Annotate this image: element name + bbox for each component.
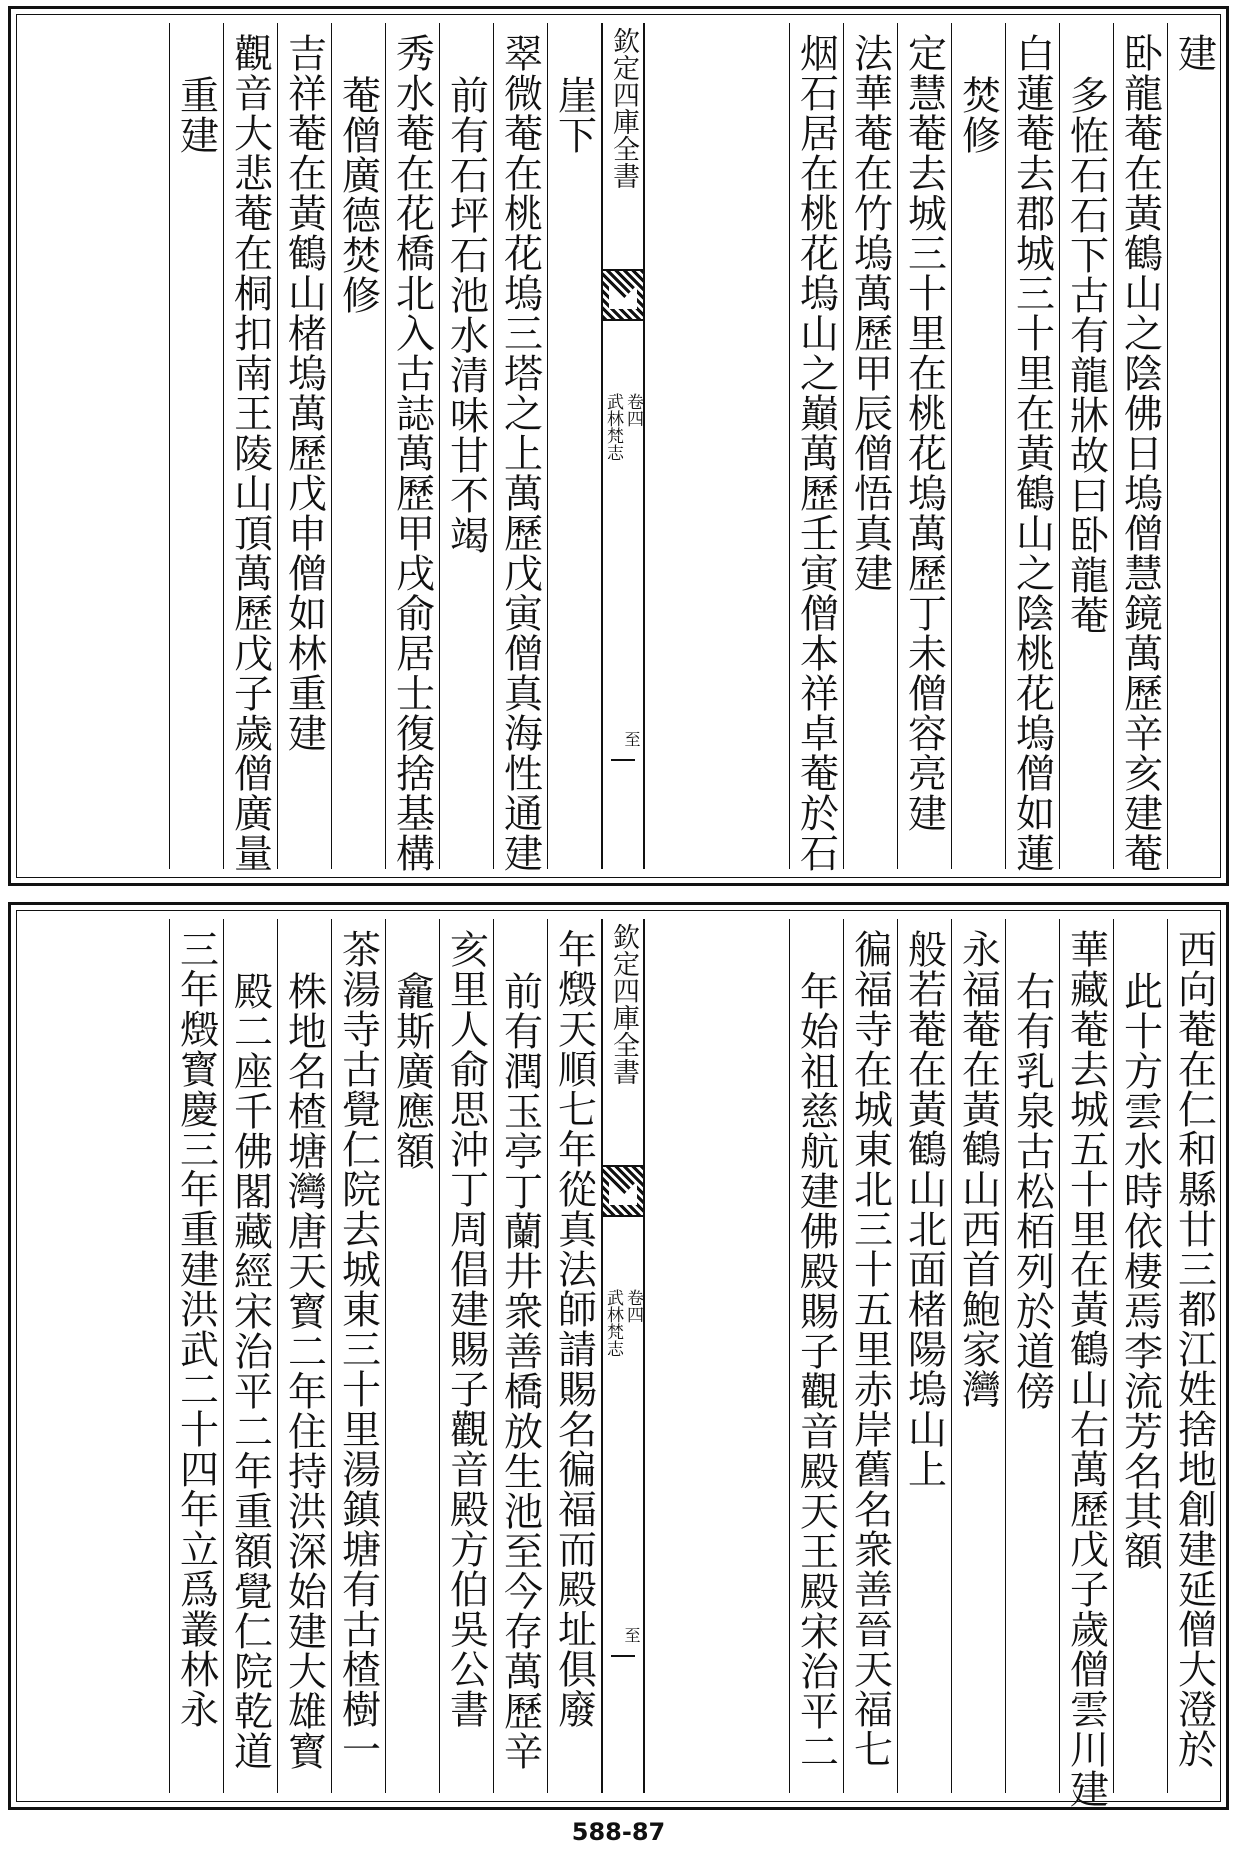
- text-column: [439, 919, 491, 1793]
- text-column: [843, 23, 895, 869]
- column-text: 年燬天順七年從真法師請賜名徧福而殿址俱廢: [551, 929, 597, 1729]
- text-column: [223, 919, 275, 1793]
- column-text: 焚修: [955, 75, 1001, 155]
- column-text: 此十方雲水時依棲焉李流芳名其額: [1117, 971, 1163, 1571]
- text-column: [547, 919, 599, 1793]
- text-column: [277, 23, 329, 869]
- column-text: 建: [1171, 33, 1217, 73]
- column-text: 永福菴在黃鶴山西首鮑家灣: [955, 929, 1001, 1409]
- text-column: [385, 23, 437, 873]
- column-text: 卧龍菴在黃鶴山之陰佛日塢僧慧鏡萬歷辛亥建菴: [1117, 33, 1163, 873]
- text-column: [789, 23, 841, 873]
- text-column: [493, 919, 545, 1793]
- fish-tail-ornament: [603, 1165, 643, 1217]
- column-text: 菴僧廣德焚修: [335, 75, 381, 315]
- text-column: [789, 919, 841, 1793]
- center-gutter: [601, 919, 645, 1793]
- column-text: 多恠石石下古有龍牀故曰卧龍菴: [1063, 75, 1109, 635]
- text-column: [1059, 23, 1111, 869]
- volume-label: [603, 1289, 643, 1357]
- text-column: [547, 23, 599, 869]
- text-column: [1005, 919, 1057, 1793]
- bottom-page: [8, 902, 1229, 1810]
- folio-rule: [611, 759, 635, 761]
- series-title: 欽定四庫全書: [608, 923, 639, 1085]
- fish-tail-ornament: [603, 269, 643, 321]
- column-text: 前有石坪石池水清味甘不竭: [443, 75, 489, 555]
- column-text: 翠微菴在桃花塢三塔之上萬歷戊寅僧真海性通建: [497, 33, 543, 873]
- text-column: [1167, 23, 1219, 869]
- text-column: [331, 919, 383, 1793]
- column-text: 前有潤玉亭丁蘭井衆善橋放生池至今存萬歷辛: [497, 971, 543, 1771]
- text-column: [169, 23, 221, 869]
- column-text: 右有乳泉古松栢列於道傍: [1009, 971, 1055, 1411]
- text-column: [169, 919, 221, 1793]
- text-column: [223, 23, 275, 873]
- folio-rule: [611, 1655, 635, 1657]
- text-column: [897, 919, 949, 1793]
- column-text: 秀水菴在花橋北入古誌萬歷甲戌俞居士復捨基構: [389, 33, 435, 873]
- column-text: 年始祖慈航建佛殿賜子觀音殿天王殿宋治平二: [793, 971, 839, 1771]
- folio-number: 至: [622, 1627, 641, 1643]
- column-text: 觀音大悲菴在桐扣南王陵山頂萬歷戊子歲僧廣量: [227, 33, 273, 873]
- column-text: 華藏菴去城五十里在黃鶴山右萬歷戊子歲僧雲川建: [1063, 929, 1109, 1809]
- column-text: 般若菴在黃鶴山北面楮陽塢山上: [901, 929, 947, 1489]
- volume-label-line: 卷四: [623, 1289, 643, 1323]
- column-text: 西向菴在仁和縣廿三都江姓捨地創建延僧大澄於: [1171, 929, 1217, 1769]
- top-page: [8, 6, 1229, 886]
- text-column: [1113, 23, 1165, 873]
- text-column: [277, 919, 329, 1793]
- text-column: [951, 919, 1003, 1793]
- text-column: [1113, 919, 1165, 1793]
- column-text: 白蓮菴去郡城三十里在黃鶴山之陰桃花塢僧如蓮: [1009, 33, 1055, 873]
- column-text: 株地名楂塘灣唐天寳二年住持洪深始建大雄寳: [281, 971, 327, 1771]
- column-text: 徧福寺在城東北三十五里赤岸舊名衆善晉天福七: [847, 929, 893, 1769]
- text-column: [1167, 919, 1219, 1793]
- text-column: [331, 23, 383, 869]
- series-title: 欽定四庫全書: [608, 27, 639, 189]
- column-text: 茶湯寺古覺仁院去城東三十里湯鎮塘有古楂樹一: [335, 929, 381, 1769]
- folio-number: 至: [622, 731, 641, 747]
- volume-label-line: 卷四: [623, 393, 643, 427]
- column-text: 亥里人俞思沖丁周倡建賜子觀音殿方伯吳公書: [443, 929, 489, 1729]
- column-text: 殿二座千佛閣藏經宋治平二年重額覺仁院乾道: [227, 971, 273, 1771]
- page-number: 588-87: [571, 1818, 666, 1846]
- text-column: [439, 23, 491, 869]
- column-text: 定慧菴去城三十里在桃花塢萬歷丁未僧容亮建: [901, 33, 947, 833]
- text-column: [897, 23, 949, 869]
- volume-label-line: 武林梵志: [603, 1289, 623, 1357]
- column-text: 三年燬寳慶三年重建洪武二十四年立爲叢林永: [173, 929, 219, 1729]
- column-text: 吉祥菴在黃鶴山楮塢萬歷戊申僧如林重建: [281, 33, 327, 753]
- text-column: [843, 919, 895, 1793]
- text-column: [1005, 23, 1057, 873]
- text-column: [1059, 919, 1111, 1809]
- volume-label-line: 武林梵志: [603, 393, 623, 461]
- volume-label: [603, 393, 643, 461]
- column-text: 法華菴在竹塢萬歷甲辰僧悟真建: [847, 33, 893, 593]
- text-column: [951, 23, 1003, 869]
- center-gutter: [601, 23, 645, 869]
- column-text: 重建: [173, 75, 219, 155]
- text-column: [493, 23, 545, 873]
- text-column: [385, 919, 437, 1793]
- column-text: 崖下: [551, 75, 597, 155]
- column-text: 烟石居在桃花塢山之巔萬歷壬寅僧本祥卓菴於石: [793, 33, 839, 873]
- column-text: 龕斯廣應額: [389, 971, 435, 1171]
